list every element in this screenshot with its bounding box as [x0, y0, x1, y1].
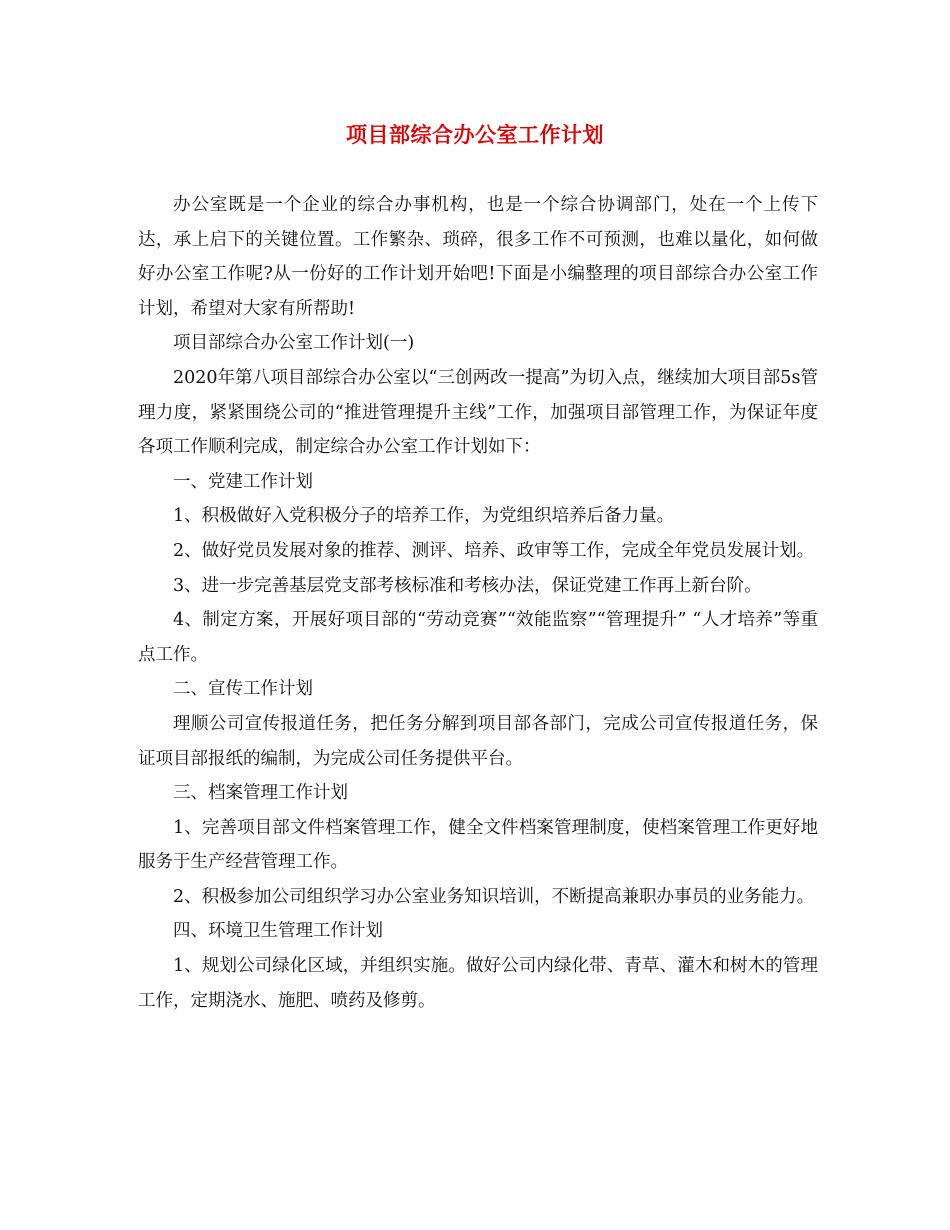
party-item-3: 3、进一步完善基层党支部考核标准和考核办法，保证党建工作再上新台阶。: [173, 575, 762, 596]
plan-one-heading: 项目部综合办公室工作计划(一): [173, 333, 415, 354]
party-item-1: 1、积极做好入党积极分子的培养工作，为党组织培养后备力量。: [173, 506, 675, 527]
plan-overview-paragraph: 2020年第八项目部综合办公室以“三创两改一提高”为切入点，继续加大项目部5s管理力度，紧紧围绕公司的“推进管理提升主线”工作，加强项目部管理工作，为保证年度各项工作顺利完成，制定综合办公室工作计划如下：: [138, 367, 818, 458]
publicity-paragraph: 理顺公司宣传报道任务，把任务分解到项目部各部门，完成公司宣传报道任务，保证项目部报纸的编制，为完成公司任务提供平台。: [138, 713, 818, 769]
archives-item-1: 1、完善项目部文件档案管理工作，健全文件档案管理制度，使档案管理工作更好地服务于生产经营管理工作。: [138, 817, 818, 873]
section-heading-environment: 四、环境卫生管理工作计划: [173, 921, 383, 942]
section-heading-party-building: 一、党建工作计划: [173, 471, 313, 492]
document-title: 项目部综合办公室工作计划: [346, 122, 604, 147]
section-heading-publicity: 二、宣传工作计划: [173, 679, 313, 700]
party-item-2: 2、做好党员发展对象的推荐、测评、培养、政审等工作，完成全年党员发展计划。: [173, 540, 815, 561]
document-body: [138, 188, 818, 1018]
archives-item-2: 2、积极参加公司组织学习办公室业务知识培训，不断提高兼职办事员的业务能力。: [173, 886, 815, 907]
environment-item-1: 1、规划公司绿化区域，并组织实施。做好公司内绿化带、青草、灌木和树木的管理工作，定期浇水、施肥、喷药及修剪。: [138, 956, 818, 1011]
party-item-4: 4、制定方案，开展好项目部的“劳动竞赛”“效能监察”“管理提升” “人才培养”等重点工作。: [138, 610, 818, 665]
section-heading-archives: 三、档案管理工作计划: [173, 783, 348, 804]
intro-paragraph: 办公室既是一个企业的综合办事机构，也是一个综合协调部门，处在一个上传下达，承上启下的关键位置。工作繁杂、琐碎，很多工作不可预测，也难以量化，如何做好办公室工作呢?从一份好的工作计划开始吧!下面是小编整理的项目部综合办公室工作计划，希望对大家有所帮助!: [138, 195, 818, 319]
